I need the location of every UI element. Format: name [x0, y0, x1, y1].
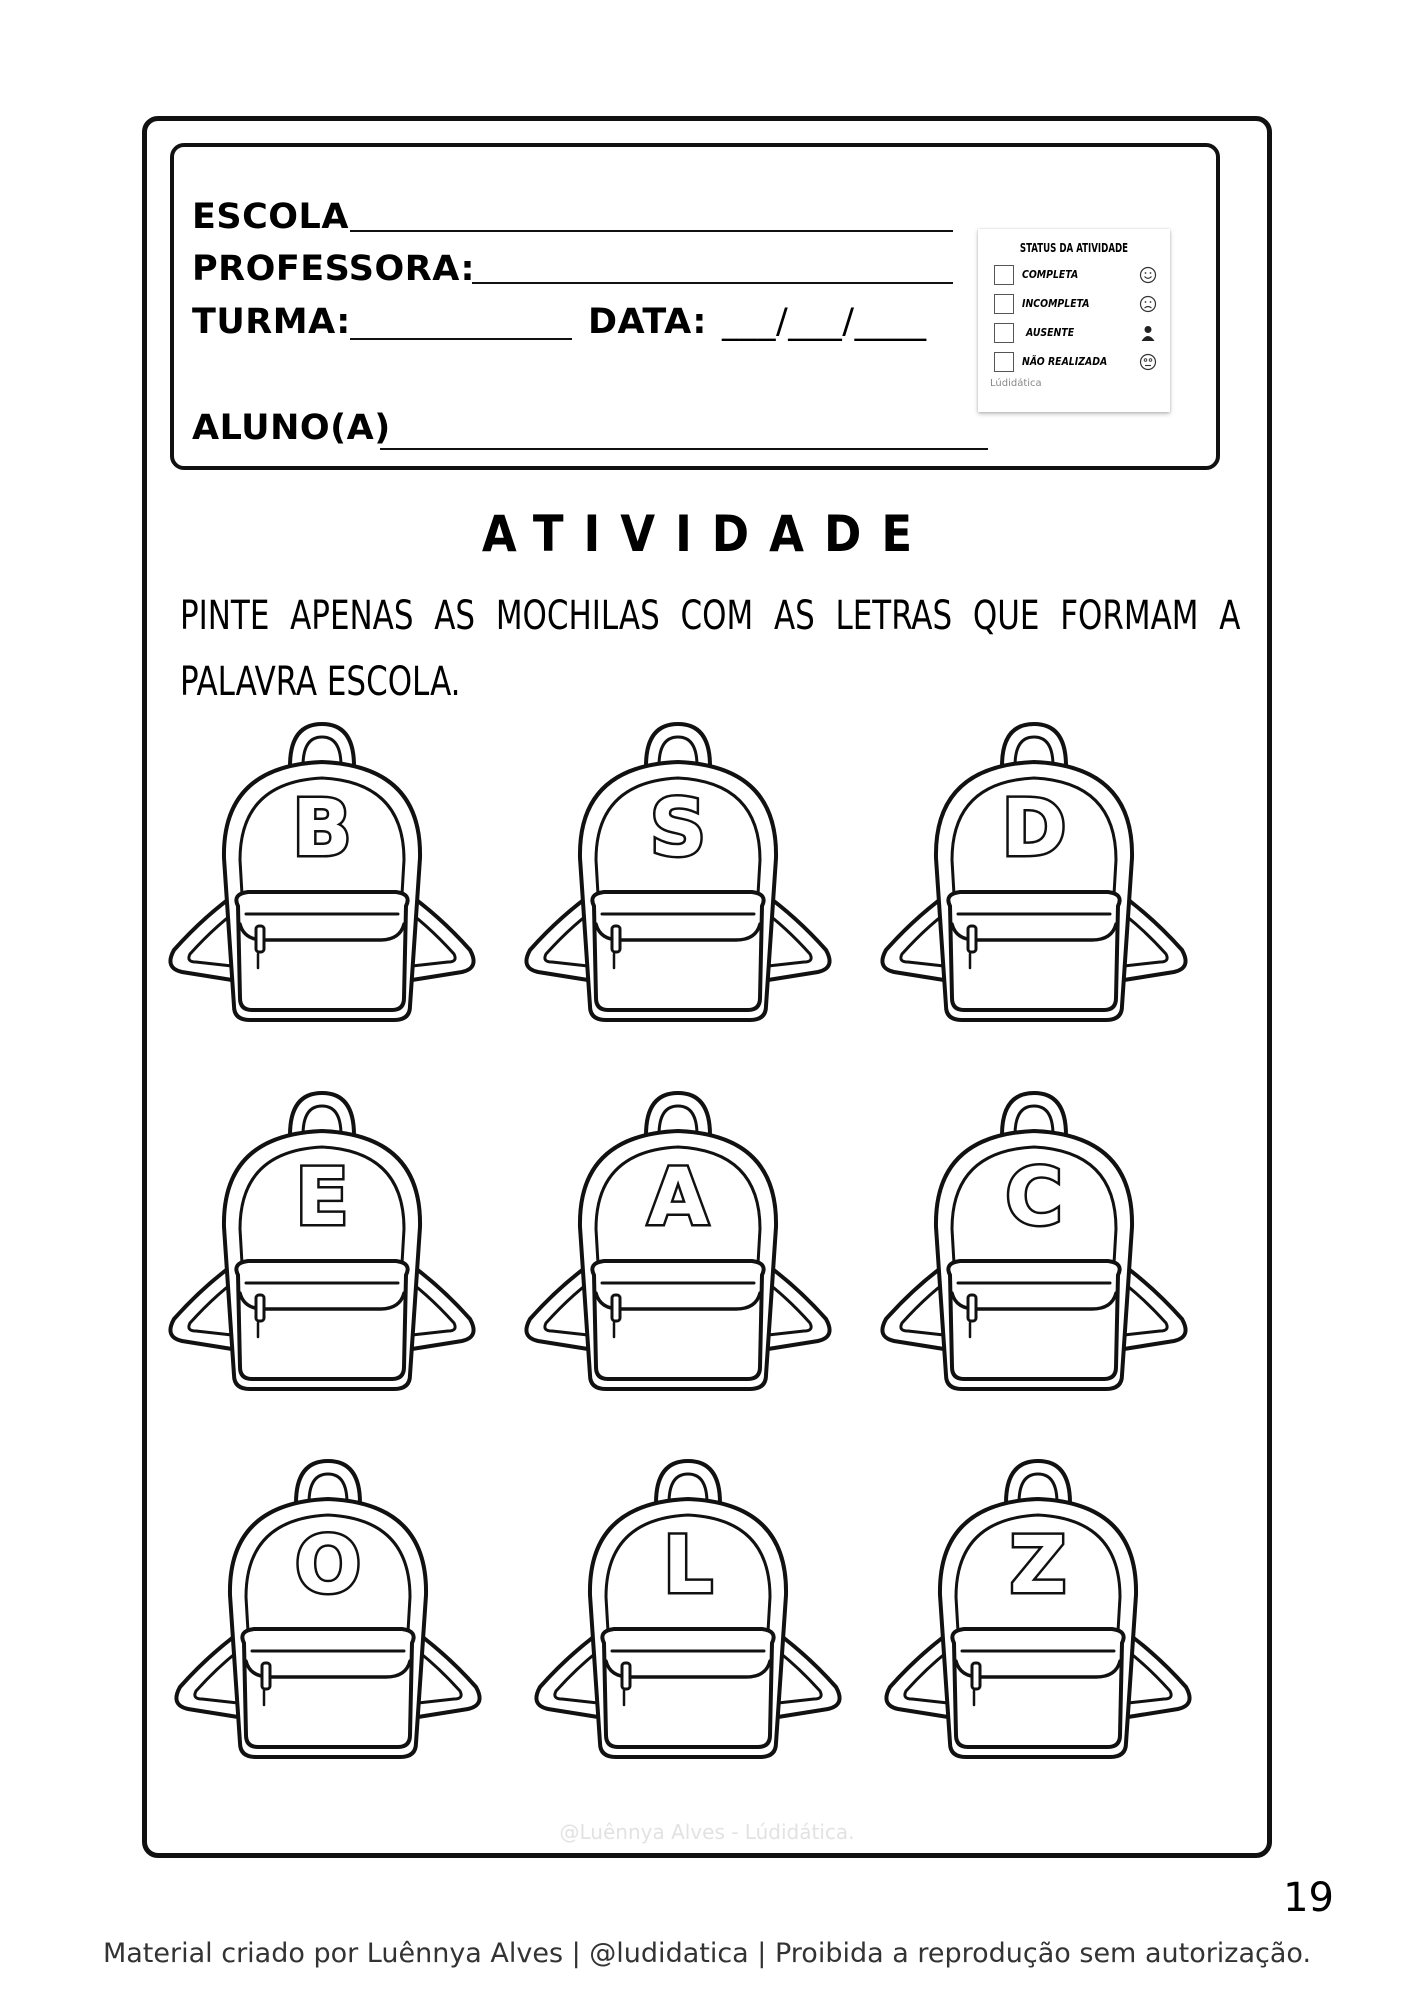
backpack-s[interactable] [518, 718, 838, 1038]
backpack-z[interactable] [878, 1455, 1198, 1775]
class-label: TURMA: [192, 302, 351, 342]
backpack-letter: D [1001, 784, 1067, 874]
backpack-c[interactable] [874, 1087, 1194, 1407]
date-label: DATA: [588, 302, 707, 342]
backpack-letter: A [647, 1153, 709, 1243]
backpack-icon [518, 718, 838, 1038]
status-brand: Lúdidática [990, 378, 1042, 389]
backpack-letter: Z [1009, 1521, 1067, 1611]
backpack-icon [518, 1087, 838, 1407]
backpack-d[interactable] [874, 718, 1194, 1038]
student-label: ALUNO(A) [192, 408, 391, 448]
backpack-letter: C [1005, 1153, 1063, 1243]
backpack-icon [874, 1087, 1194, 1407]
backpack-letter: E [295, 1153, 349, 1243]
watermark: @Luênnya Alves - Lúdidática. [559, 1820, 855, 1844]
status-option-label: NÃO REALIZADA [1022, 355, 1108, 368]
backpack-letter: O [294, 1521, 362, 1611]
backpack-icon [168, 1455, 488, 1775]
backpack-l[interactable] [528, 1455, 848, 1775]
status-option-label: COMPLETA [1022, 268, 1079, 281]
backpack-e[interactable] [162, 1087, 482, 1407]
footer-credit: Material criado por Luênnya Alves | @ludidatica | Proibida a reprodução sem autorização. [102, 1938, 1312, 1969]
backpack-icon [528, 1455, 848, 1775]
backpack-icon [874, 718, 1194, 1038]
backpack-letter: S [649, 784, 707, 874]
status-option-label: INCOMPLETA [1022, 297, 1090, 310]
backpack-a[interactable] [518, 1087, 838, 1407]
school-label: ESCOLA [192, 197, 349, 237]
page-number: 19 [1283, 1875, 1334, 1921]
activity-instruction: PINTE APENAS AS MOCHILAS COM AS LETRAS QUE FORMAM A PALAVRA ESCOLA. [180, 593, 1241, 705]
backpack-b[interactable] [162, 718, 482, 1038]
date-blank[interactable]: ___/___/____ [722, 302, 927, 342]
backpack-letter: B [292, 784, 352, 874]
backpack-o[interactable] [168, 1455, 488, 1775]
status-option-label: AUSENTE [1026, 326, 1075, 339]
teacher-label: PROFESSORA: [192, 249, 475, 289]
backpack-icon [878, 1455, 1198, 1775]
status-title: STATUS DA ATIVIDADE [1019, 241, 1129, 255]
activity-title: ATIVIDADE [481, 505, 933, 563]
backpack-letter: L [663, 1521, 713, 1611]
backpack-icon [162, 718, 482, 1038]
backpack-icon [162, 1087, 482, 1407]
